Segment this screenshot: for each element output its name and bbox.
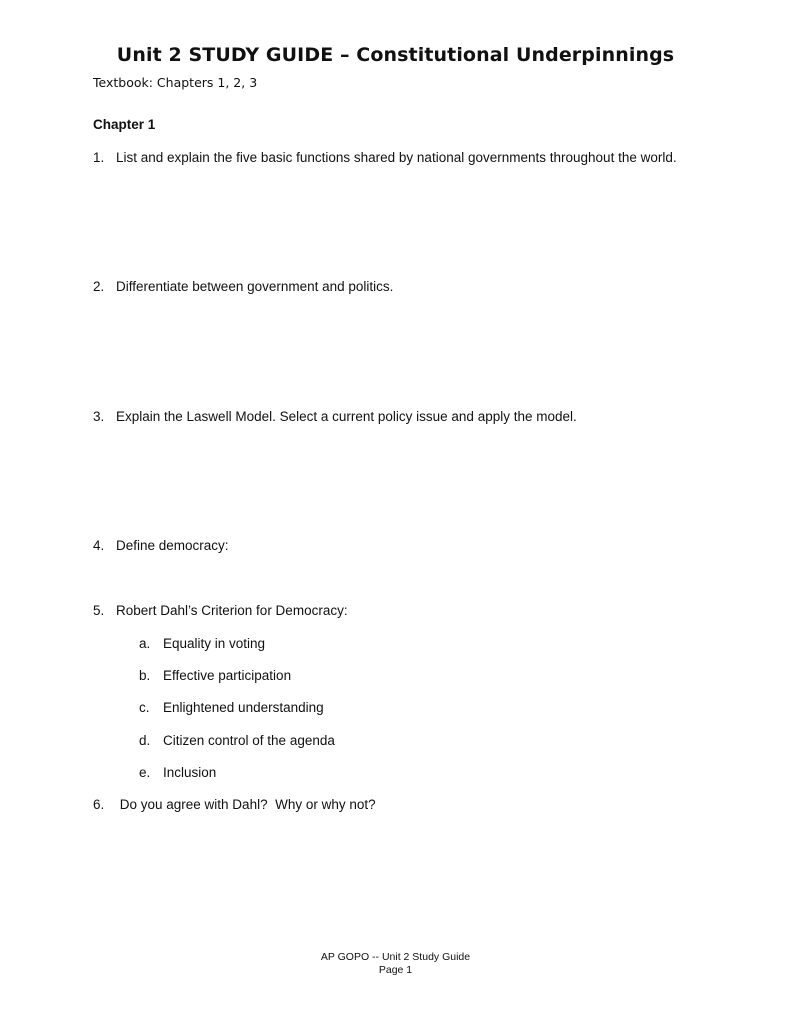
question-text: Do you agree with Dahl? Why or why not? (116, 797, 376, 812)
question-number: 1. (93, 150, 105, 165)
criterion-text: Citizen control of the agenda (163, 733, 335, 748)
question-text: Differentiate between government and politics. (116, 279, 394, 294)
question-3 (93, 409, 577, 424)
question-1 (93, 150, 677, 165)
footer-course-line: AP GOPO -- Unit 2 Study Guide (320, 951, 471, 963)
criterion-item (139, 668, 291, 683)
question-number: 6. (93, 797, 105, 812)
question-number: 2. (93, 279, 105, 294)
criterion-letter: b. (139, 668, 151, 683)
question-number: 4. (93, 538, 105, 553)
criterion-text: Effective participation (163, 668, 292, 683)
criterion-letter: e. (139, 765, 151, 780)
criterion-letter: a. (139, 636, 151, 651)
criterion-text: Inclusion (163, 765, 217, 780)
page-title: Unit 2 STUDY GUIDE – Constitutional Underpinnings (116, 44, 675, 66)
question-number: 3. (93, 409, 105, 424)
page-footer (0, 951, 791, 977)
question-text: Define democracy: (116, 538, 229, 553)
criterion-item (139, 636, 265, 651)
question-text: Explain the Laswell Model. Select a current policy issue and apply the model. (116, 409, 577, 424)
question-number: 5. (93, 603, 105, 618)
question-4 (93, 538, 229, 553)
question-5 (93, 603, 348, 618)
criterion-item (139, 700, 324, 715)
criterion-text: Equality in voting (163, 636, 266, 651)
question-6 (93, 797, 376, 812)
criterion-item (139, 733, 335, 748)
question-text: Robert Dahl’s Criterion for Democracy: (116, 603, 348, 618)
textbook-reference: Textbook: Chapters 1, 2, 3 (93, 75, 258, 90)
chapter-heading: Chapter 1 (93, 117, 156, 132)
criterion-letter: d. (139, 733, 151, 748)
question-2 (93, 279, 393, 294)
question-text: List and explain the five basic functions shared by national governments throughout the world. (116, 150, 677, 165)
criterion-text: Enlightened understanding (163, 700, 324, 715)
criterion-letter: c. (139, 700, 150, 715)
criterion-item (139, 765, 216, 780)
footer-page-number: Page 1 (378, 964, 413, 976)
